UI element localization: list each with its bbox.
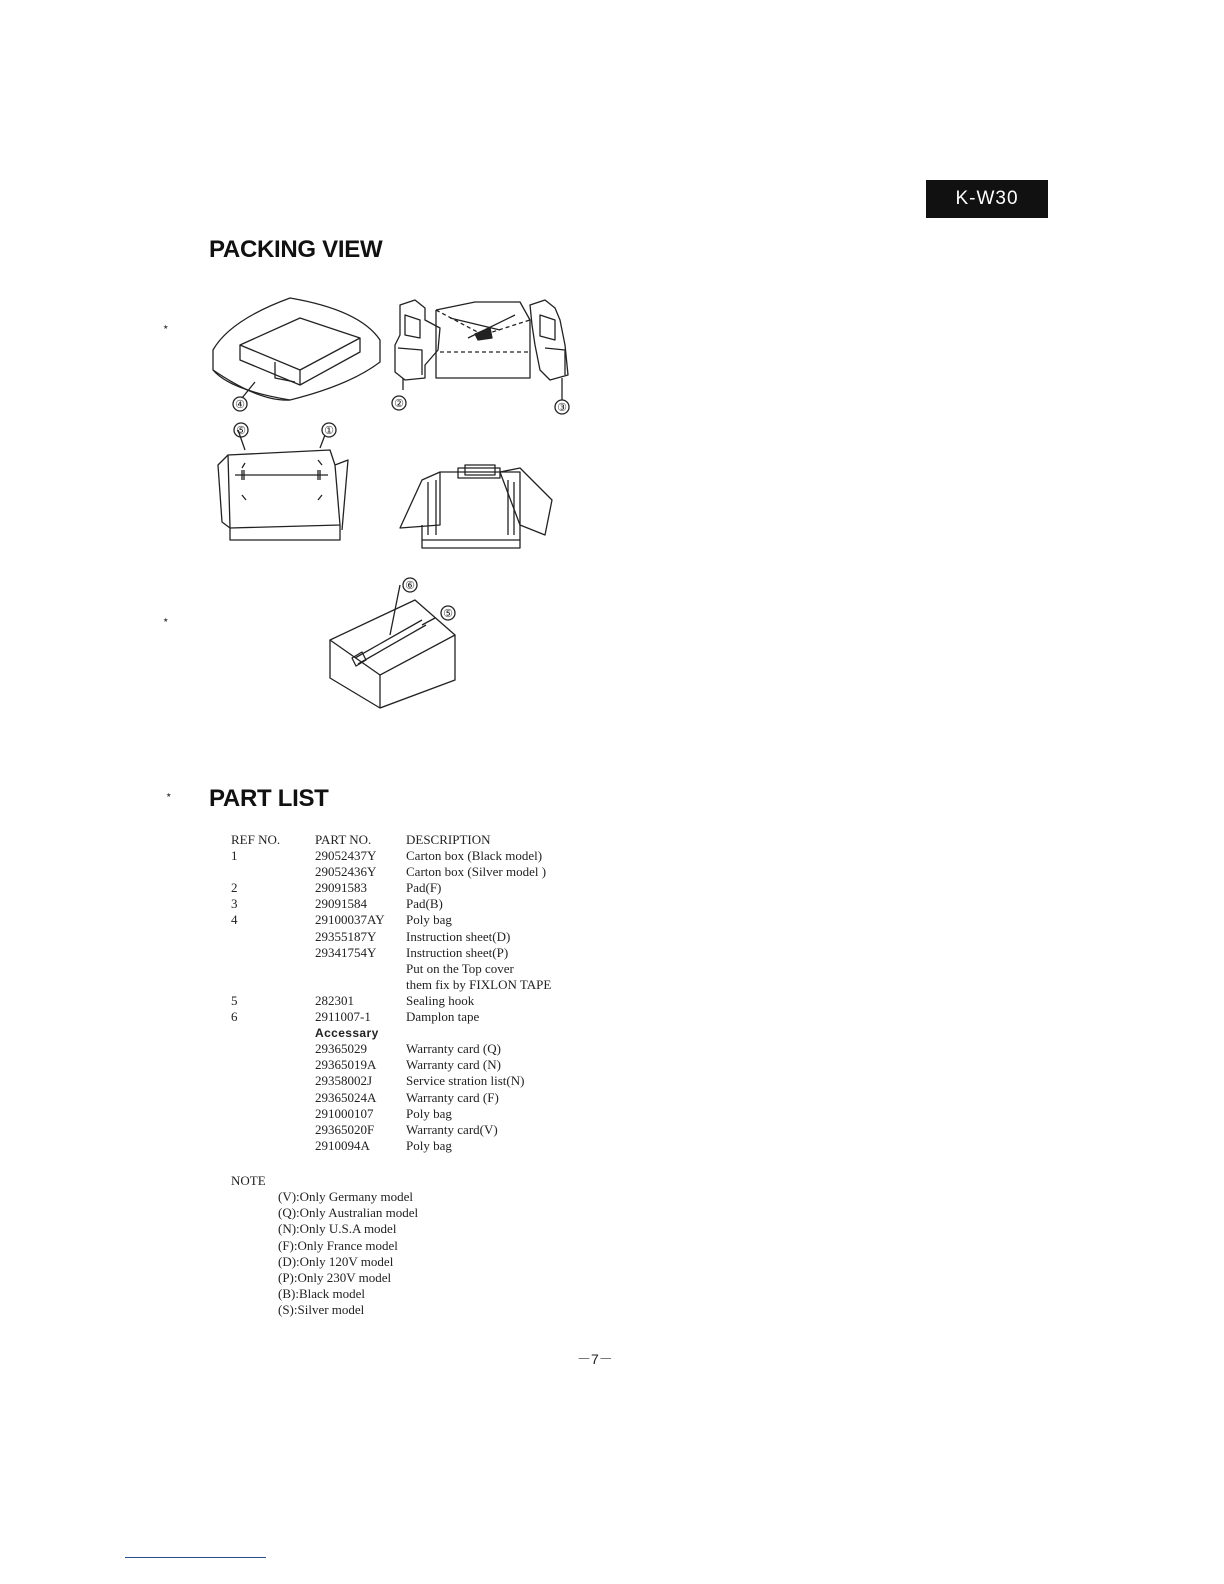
callout-6: ⑥ [405, 579, 415, 592]
table-row [231, 929, 606, 945]
ref-cell [231, 1122, 315, 1138]
description-cell: Carton box (Black model) [406, 848, 543, 864]
table-row [231, 1041, 606, 1057]
part-no-cell: 29052436Y [315, 864, 377, 880]
part-no-cell: 291000107 [315, 1105, 374, 1121]
description-cell: Warranty card (Q) [406, 1041, 501, 1057]
description-cell [406, 1025, 606, 1041]
table-row [231, 1025, 606, 1041]
scan-speck: ٭ [166, 790, 172, 801]
part-no-cell: 29365020F [315, 1121, 375, 1137]
carton-with-unit-drawing [400, 465, 552, 548]
col-desc-header: DESCRIPTION [406, 832, 491, 847]
description-cell: Poly bag [406, 1105, 452, 1121]
table-row [231, 1057, 606, 1073]
part-list-rows [231, 848, 606, 1154]
ref-cell: 2 [231, 880, 238, 896]
packing-diagram [200, 290, 600, 720]
callout-1: ① [324, 424, 334, 437]
callout-2: ② [394, 397, 404, 410]
table-row [231, 945, 606, 961]
table-row [231, 848, 606, 864]
note-item: (N):Only U.S.A model [278, 1221, 397, 1237]
table-row [231, 1073, 606, 1089]
ref-cell: 5 [231, 992, 238, 1008]
note-item: (S):Silver model [278, 1302, 365, 1318]
note-item: (D):Only 120V model [278, 1253, 394, 1269]
part-no-cell: 2911007-1 [315, 1009, 371, 1025]
description-cell: Service stration list(N) [406, 1073, 525, 1089]
note-item: (P):Only 230V model [278, 1269, 392, 1285]
open-carton-drawing [218, 430, 348, 540]
part-list-table [231, 832, 606, 1154]
packing-view-title: PACKING VIEW [209, 236, 383, 263]
part-no-cell [315, 977, 406, 993]
table-row [231, 1090, 606, 1106]
ref-cell: 3 [231, 896, 238, 912]
table-row [231, 977, 606, 993]
packing-illustration [200, 290, 600, 720]
bottom-rule [125, 1557, 266, 1558]
note-item: (B):Black model [278, 1286, 366, 1302]
ref-cell: 6 [231, 1009, 238, 1025]
ref-cell [231, 945, 315, 961]
ref-cell [231, 1057, 315, 1073]
description-cell: Damplon tape [406, 1009, 480, 1025]
pads-drawing [395, 300, 568, 400]
part-no-cell [315, 961, 406, 977]
part-list-header [231, 832, 606, 848]
ref-cell [231, 977, 315, 993]
model-badge: K-W30 [926, 180, 1048, 218]
table-row [231, 1009, 606, 1025]
part-no-cell: 29100037AY [315, 912, 385, 928]
callout-5: ⑤ [236, 424, 246, 437]
description-cell: Warranty card (N) [406, 1057, 501, 1073]
ref-cell: 4 [231, 912, 238, 928]
note-item: (Q):Only Australian model [278, 1205, 419, 1221]
description-cell: Pad(F) [406, 880, 442, 896]
callout-4: ④ [235, 398, 245, 411]
description-cell: Put on the Top cover [406, 960, 514, 976]
part-no-cell: 29091583 [315, 880, 367, 896]
scan-speck: ٭ [163, 615, 169, 626]
note-item: (F):Only France model [278, 1237, 398, 1253]
table-row [231, 864, 606, 880]
part-no-cell: 282301 [315, 992, 354, 1008]
description-cell: Carton box (Silver model ) [406, 864, 547, 880]
description-cell: Poly bag [406, 1137, 452, 1153]
description-cell: Pad(B) [406, 896, 443, 912]
ref-cell [231, 1025, 315, 1041]
table-row [231, 961, 606, 977]
description-cell: Poly bag [406, 912, 452, 928]
callout-5b: ⑤ [443, 607, 453, 620]
part-no-cell: 29365019A [315, 1057, 377, 1073]
part-no-cell: 29341754Y [315, 944, 377, 960]
part-list-title: PART LIST [209, 785, 329, 812]
table-row [231, 993, 606, 1009]
table-row [231, 1138, 606, 1154]
table-row [231, 896, 606, 912]
ref-cell [231, 864, 315, 880]
note-label: NOTE [231, 1173, 266, 1188]
note-item: (V):Only Germany model [278, 1189, 414, 1204]
part-no-cell: 29355187Y [315, 928, 377, 944]
part-no-cell: 29365029 [315, 1041, 367, 1057]
description-cell: Instruction sheet(D) [406, 928, 511, 944]
table-row [231, 1106, 606, 1122]
description-cell: Sealing hook [406, 992, 475, 1008]
table-row [231, 1122, 606, 1138]
note-list [278, 1189, 418, 1319]
ref-cell [231, 1138, 315, 1154]
part-no-cell: Accessary [315, 1026, 379, 1041]
poly-bag-unit-drawing [213, 298, 380, 400]
description-cell: Warranty card(V) [406, 1121, 498, 1137]
part-no-cell: 29091584 [315, 896, 367, 912]
part-no-cell: 2910094A [315, 1137, 370, 1153]
description-cell: them fix by FIXLON TAPE [406, 976, 552, 992]
col-part-header: PART NO. [315, 832, 372, 847]
ref-cell: 1 [231, 848, 238, 864]
ref-cell [231, 1106, 315, 1122]
description-cell: Warranty card (F) [406, 1089, 499, 1105]
ref-cell [231, 929, 315, 945]
part-no-cell: 29052437Y [315, 848, 377, 864]
table-row [231, 880, 606, 896]
callout-3: ③ [557, 401, 567, 414]
part-no-cell: 29358002J [315, 1073, 373, 1089]
scan-speck: ٭ [163, 322, 169, 333]
description-cell: Instruction sheet(P) [406, 944, 509, 960]
ref-cell [231, 1090, 315, 1106]
ref-cell [231, 961, 315, 977]
page-number: －7－ [577, 1351, 613, 1367]
sealed-carton-drawing [330, 585, 455, 708]
table-row [231, 912, 606, 928]
col-ref-header: REF NO. [231, 832, 281, 847]
ref-cell [231, 1073, 315, 1089]
part-no-cell: 29365024A [315, 1089, 377, 1105]
ref-cell [231, 1041, 315, 1057]
